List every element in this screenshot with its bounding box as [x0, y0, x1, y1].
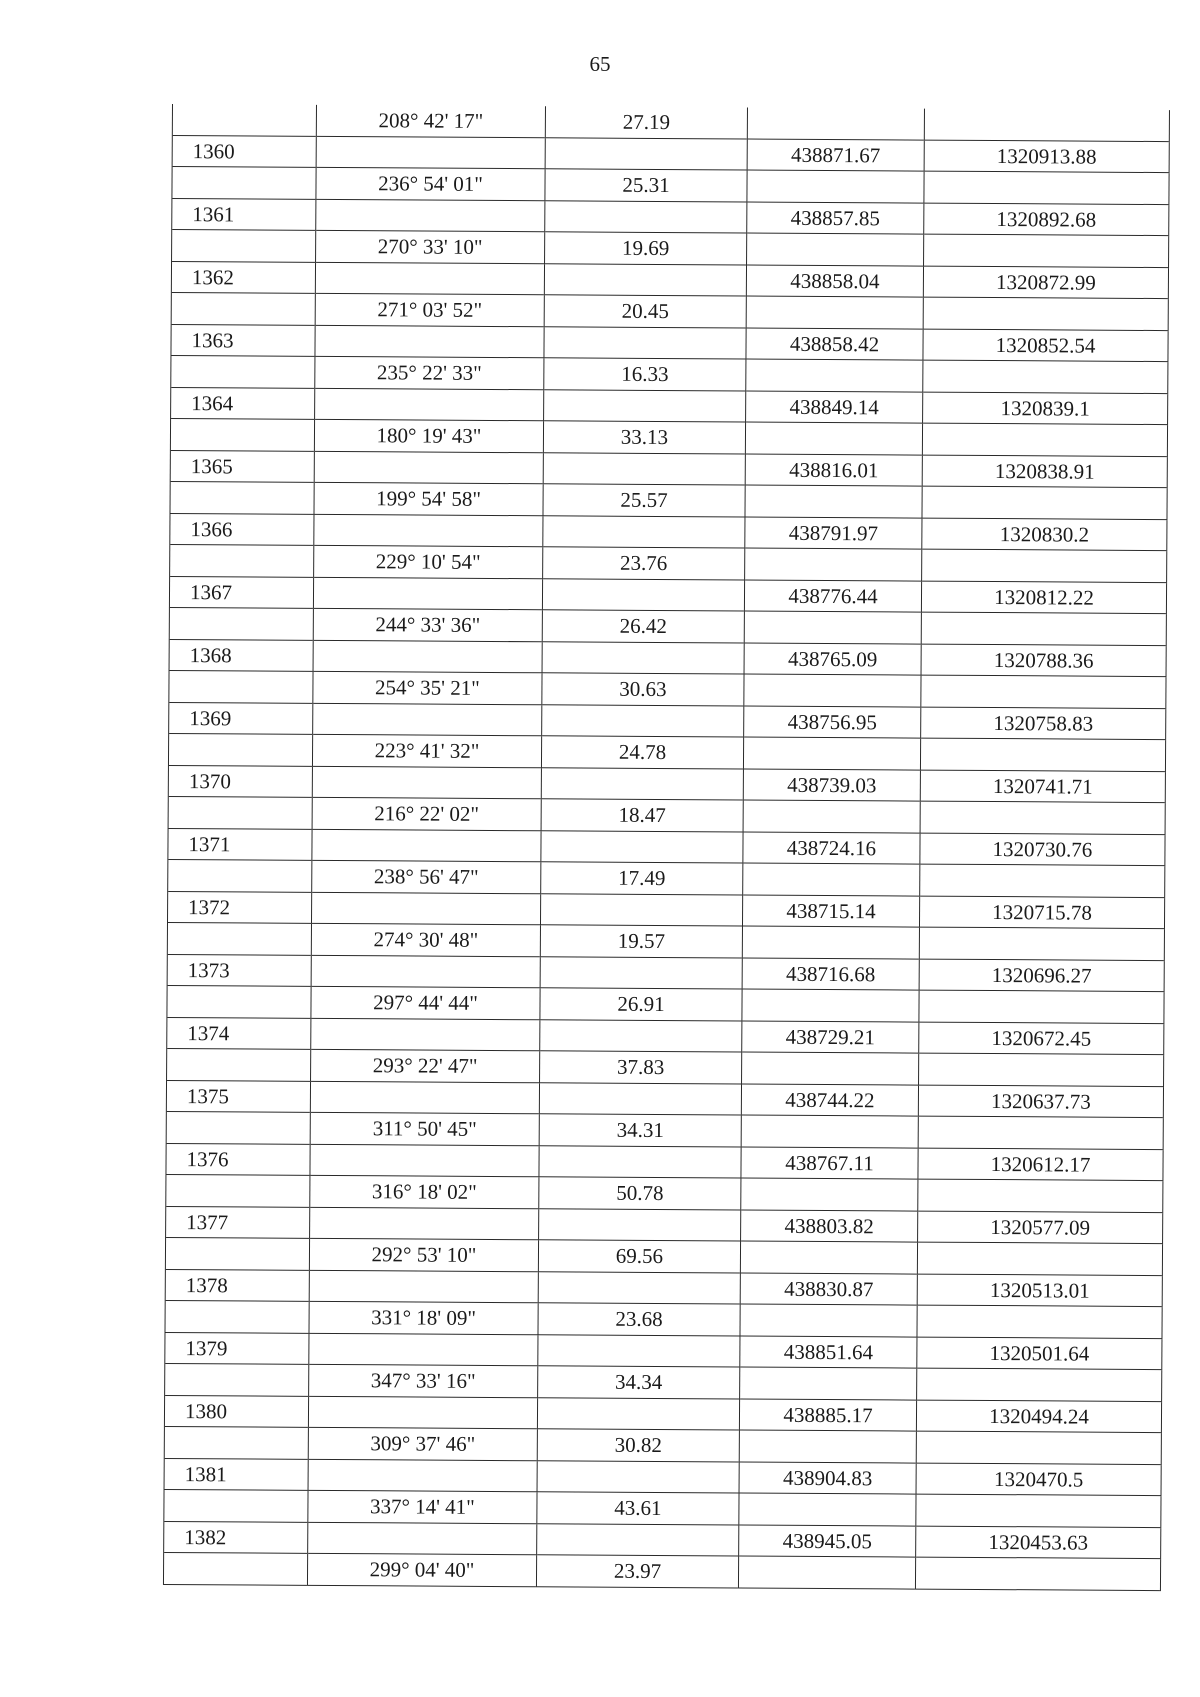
- bearing-cell: [312, 766, 541, 799]
- bearing-cell: [310, 1081, 539, 1114]
- point-cell: 1372: [168, 891, 312, 923]
- distance-cell: 33.13: [543, 421, 745, 454]
- distance-cell: [541, 767, 743, 800]
- bearing-cell: 254° 35' 21": [313, 671, 542, 704]
- bearing-cell: [311, 892, 540, 925]
- bearing-cell: [312, 829, 541, 862]
- northing-cell: [746, 359, 923, 392]
- easting-cell: 1320913.88: [924, 140, 1169, 173]
- bearing-cell: 316° 18' 02": [310, 1175, 539, 1208]
- point-cell: [165, 1363, 309, 1395]
- bearing-cell: [309, 1333, 538, 1366]
- easting-cell: [917, 1368, 1162, 1401]
- northing-cell: 438871.67: [747, 139, 924, 172]
- distance-cell: [540, 893, 742, 926]
- northing-cell: 438857.85: [747, 202, 924, 235]
- northing-cell: 438756.95: [744, 706, 921, 739]
- northing-cell: [742, 926, 919, 959]
- easting-cell: 1320501.64: [917, 1337, 1162, 1370]
- bearing-cell: [314, 514, 543, 547]
- northing-cell: 438729.21: [742, 1020, 919, 1053]
- point-cell: 1363: [171, 324, 315, 356]
- bearing-cell: [308, 1522, 537, 1555]
- point-cell: 1381: [164, 1458, 308, 1490]
- bearing-cell: 208° 42' 17": [316, 105, 545, 137]
- easting-cell: 1320494.24: [916, 1400, 1161, 1433]
- point-cell: [171, 355, 315, 387]
- northing-cell: 438767.11: [741, 1146, 918, 1179]
- distance-cell: 25.57: [543, 484, 745, 517]
- easting-cell: 1320470.5: [916, 1463, 1161, 1496]
- distance-cell: 34.31: [539, 1114, 741, 1147]
- distance-cell: [539, 1082, 741, 1115]
- northing-cell: 438945.05: [739, 1524, 916, 1557]
- easting-cell: 1320730.76: [920, 833, 1165, 866]
- northing-cell: 438803.82: [741, 1209, 918, 1242]
- easting-cell: [915, 1557, 1160, 1590]
- bearing-cell: [316, 136, 545, 169]
- easting-cell: [919, 1053, 1164, 1086]
- bearing-cell: 337° 14' 41": [308, 1490, 537, 1523]
- easting-cell: [918, 1116, 1163, 1149]
- bearing-cell: [310, 1144, 539, 1177]
- bearing-cell: 292° 53' 10": [309, 1238, 538, 1271]
- easting-cell: [919, 990, 1164, 1023]
- distance-cell: 26.42: [542, 610, 744, 643]
- point-cell: [168, 796, 312, 828]
- northing-cell: 438885.17: [739, 1398, 916, 1431]
- bearing-cell: [308, 1396, 537, 1429]
- easting-cell: 1320672.45: [919, 1022, 1164, 1055]
- bearing-cell: [311, 955, 540, 988]
- northing-cell: [745, 485, 922, 518]
- point-cell: [165, 1237, 309, 1269]
- bearing-cell: 309° 37' 46": [308, 1427, 537, 1460]
- point-cell: 1360: [172, 135, 316, 167]
- easting-cell: [921, 675, 1166, 708]
- point-cell: [167, 922, 311, 954]
- northing-cell: [741, 1178, 918, 1211]
- northing-cell: [742, 1052, 919, 1085]
- distance-cell: 69.56: [538, 1240, 740, 1273]
- bearing-cell: [311, 1018, 540, 1051]
- distance-cell: 26.91: [540, 988, 742, 1021]
- easting-cell: 1320838.91: [922, 455, 1167, 488]
- bearing-cell: 297° 44' 44": [311, 986, 540, 1019]
- distance-cell: [543, 452, 745, 485]
- bearing-cell: [308, 1459, 537, 1492]
- northing-cell: [743, 800, 920, 833]
- distance-cell: 19.57: [540, 925, 742, 958]
- easting-cell: 1320892.68: [924, 203, 1169, 236]
- bearing-cell: [309, 1270, 538, 1303]
- northing-cell: 438904.83: [739, 1461, 916, 1494]
- bearing-cell: [315, 262, 544, 295]
- easting-cell: 1320696.27: [919, 959, 1164, 992]
- bearing-cell: 236° 54' 01": [316, 167, 545, 200]
- point-cell: [166, 1174, 310, 1206]
- easting-cell: [916, 1431, 1161, 1464]
- easting-cell: [922, 549, 1167, 582]
- bearing-cell: [313, 577, 542, 610]
- easting-cell: [920, 864, 1165, 897]
- bearing-cell: 229° 10' 54": [314, 545, 543, 578]
- distance-cell: [542, 641, 744, 674]
- easting-cell: [919, 927, 1164, 960]
- easting-cell: 1320839.1: [923, 392, 1168, 425]
- distance-cell: [543, 515, 745, 548]
- point-cell: [170, 418, 314, 450]
- bearing-cell: 235° 22' 33": [315, 356, 544, 389]
- table-row-segment: [163, 1552, 1160, 1590]
- point-cell: 1374: [167, 1017, 311, 1049]
- easting-cell: [920, 801, 1165, 834]
- distance-cell: 18.47: [541, 799, 743, 832]
- point-cell: 1379: [165, 1332, 309, 1364]
- easting-cell: 1320513.01: [917, 1274, 1162, 1307]
- northing-cell: 438858.04: [746, 265, 923, 298]
- northing-cell: [744, 674, 921, 707]
- point-cell: 1382: [164, 1521, 308, 1553]
- northing-cell: 438791.97: [745, 517, 922, 550]
- northing-cell: [739, 1430, 916, 1463]
- point-cell: 1380: [164, 1395, 308, 1427]
- distance-cell: [537, 1523, 739, 1556]
- distance-cell: [539, 1145, 741, 1178]
- point-cell: [168, 733, 312, 765]
- bearing-cell: [315, 388, 544, 421]
- point-cell: [172, 167, 316, 199]
- distance-cell: [544, 263, 746, 296]
- northing-cell: 438858.42: [746, 328, 923, 361]
- bearing-cell: 311° 50' 45": [310, 1112, 539, 1145]
- point-cell: 1370: [168, 765, 312, 797]
- northing-cell: [739, 1493, 916, 1526]
- distance-cell: 50.78: [539, 1177, 741, 1210]
- distance-cell: 30.82: [537, 1429, 739, 1462]
- northing-cell: 438744.22: [741, 1083, 918, 1116]
- northing-cell: 438765.09: [744, 643, 921, 676]
- distance-cell: [538, 1334, 740, 1367]
- point-cell: [172, 230, 316, 262]
- point-cell: [170, 544, 314, 576]
- bearing-cell: 244° 33' 36": [313, 608, 542, 641]
- bearing-cell: [310, 1207, 539, 1240]
- easting-cell: [924, 234, 1169, 267]
- easting-cell: 1320637.73: [918, 1085, 1163, 1118]
- northing-cell: [740, 1304, 917, 1337]
- distance-cell: [544, 389, 746, 422]
- bearing-cell: [313, 640, 542, 673]
- easting-cell: 1320872.99: [923, 266, 1168, 299]
- northing-cell: [741, 1115, 918, 1148]
- point-cell: 1368: [169, 639, 313, 671]
- easting-cell: [921, 612, 1166, 645]
- northing-cell: 438830.87: [740, 1272, 917, 1305]
- easting-cell: [923, 297, 1168, 330]
- easting-cell: [922, 486, 1167, 519]
- point-cell: 1361: [172, 198, 316, 230]
- easting-cell: 1320612.17: [918, 1148, 1163, 1181]
- distance-cell: 19.69: [545, 232, 747, 265]
- northing-cell: 438851.64: [740, 1335, 917, 1368]
- bearing-cell: [316, 199, 545, 232]
- distance-cell: 16.33: [544, 358, 746, 391]
- easting-cell: 1320852.54: [923, 329, 1168, 362]
- bearing-cell: 180° 19' 43": [314, 419, 543, 452]
- distance-cell: [545, 200, 747, 233]
- easting-cell: 1320577.09: [918, 1211, 1163, 1244]
- distance-cell: [540, 1019, 742, 1052]
- distance-cell: [537, 1397, 739, 1430]
- point-cell: 1376: [166, 1143, 310, 1175]
- northing-cell: 438816.01: [745, 454, 922, 487]
- distance-cell: 23.97: [536, 1555, 738, 1588]
- distance-cell: 27.19: [545, 106, 747, 138]
- distance-cell: 34.34: [538, 1366, 740, 1399]
- northing-cell: [742, 989, 919, 1022]
- point-cell: [165, 1300, 309, 1332]
- bearing-cell: 271° 03' 52": [315, 293, 544, 326]
- easting-cell: [924, 171, 1169, 204]
- table-body: [163, 104, 1169, 1590]
- distance-cell: [540, 956, 742, 989]
- easting-cell: 1320758.83: [921, 707, 1166, 740]
- bearing-cell: 299° 04' 40": [307, 1553, 536, 1586]
- point-cell: [169, 670, 313, 702]
- distance-cell: 25.31: [545, 169, 747, 202]
- distance-cell: [542, 578, 744, 611]
- northing-cell: 438724.16: [743, 832, 920, 865]
- easting-cell: [922, 423, 1167, 456]
- distance-cell: [539, 1208, 741, 1241]
- easting-cell: 1320788.36: [921, 644, 1166, 677]
- distance-cell: 20.45: [544, 295, 746, 328]
- point-cell: 1362: [171, 261, 315, 293]
- distance-cell: 30.63: [542, 673, 744, 706]
- distance-cell: 23.76: [543, 547, 745, 580]
- northing-cell: [745, 548, 922, 581]
- northing-cell: [745, 422, 922, 455]
- bearing-cell: 238° 56' 47": [312, 860, 541, 893]
- point-cell: [166, 1111, 310, 1143]
- distance-cell: [541, 830, 743, 863]
- distance-cell: [538, 1271, 740, 1304]
- easting-cell: [917, 1242, 1162, 1275]
- northing-cell: 438776.44: [744, 580, 921, 613]
- point-cell: [170, 481, 314, 513]
- point-cell: 1371: [168, 828, 312, 860]
- survey-coordinates-table: [163, 104, 1170, 1591]
- northing-cell: [747, 170, 924, 203]
- point-cell: 1373: [167, 954, 311, 986]
- point-cell: 1377: [166, 1206, 310, 1238]
- distance-cell: [545, 137, 747, 170]
- distance-cell: 24.78: [541, 736, 743, 769]
- point-cell: [164, 1426, 308, 1458]
- page-number: 65: [589, 52, 611, 76]
- bearing-cell: 347° 33' 16": [309, 1364, 538, 1397]
- bearing-cell: 216° 22' 02": [312, 797, 541, 830]
- bearing-cell: 270° 33' 10": [316, 230, 545, 263]
- easting-cell: [918, 1179, 1163, 1212]
- northing-cell: [740, 1367, 917, 1400]
- northing-cell: 438715.14: [742, 895, 919, 928]
- northing-cell: 438849.14: [746, 391, 923, 424]
- northing-cell: [740, 1241, 917, 1274]
- easting-cell: [924, 109, 1169, 141]
- point-cell: 1366: [170, 513, 314, 545]
- bearing-cell: 274° 30' 48": [311, 923, 540, 956]
- bearing-cell: 331° 18' 09": [309, 1301, 538, 1334]
- easting-cell: [920, 738, 1165, 771]
- point-cell: [168, 859, 312, 891]
- point-cell: [169, 607, 313, 639]
- easting-cell: 1320741.71: [920, 770, 1165, 803]
- northing-cell: [743, 737, 920, 770]
- northing-cell: [738, 1556, 915, 1589]
- easting-cell: 1320715.78: [919, 896, 1164, 929]
- point-cell: [172, 104, 316, 136]
- easting-cell: [923, 360, 1168, 393]
- distance-cell: [542, 704, 744, 737]
- northing-cell: [744, 611, 921, 644]
- northing-cell: [747, 108, 924, 140]
- point-cell: 1364: [171, 387, 315, 419]
- northing-cell: [743, 863, 920, 896]
- point-cell: [163, 1552, 307, 1584]
- easting-cell: 1320830.2: [922, 518, 1167, 551]
- easting-cell: 1320812.22: [921, 581, 1166, 614]
- distance-cell: 43.61: [537, 1492, 739, 1525]
- easting-cell: [916, 1494, 1161, 1527]
- bearing-cell: 223° 41' 32": [312, 734, 541, 767]
- bearing-cell: 199° 54' 58": [314, 482, 543, 515]
- point-cell: 1378: [165, 1269, 309, 1301]
- point-cell: [167, 1048, 311, 1080]
- point-cell: 1375: [166, 1080, 310, 1112]
- easting-cell: [917, 1305, 1162, 1338]
- northing-cell: [747, 233, 924, 266]
- bearing-cell: [314, 451, 543, 484]
- point-cell: [171, 292, 315, 324]
- point-cell: [167, 985, 311, 1017]
- northing-cell: [746, 296, 923, 329]
- northing-cell: 438739.03: [743, 769, 920, 802]
- distance-cell: [537, 1460, 739, 1493]
- distance-cell: 37.83: [540, 1051, 742, 1084]
- bearing-cell: [313, 703, 542, 736]
- point-cell: 1369: [169, 702, 313, 734]
- point-cell: 1367: [169, 576, 313, 608]
- point-cell: [164, 1489, 308, 1521]
- distance-cell: 17.49: [541, 862, 743, 895]
- point-cell: 1365: [170, 450, 314, 482]
- easting-cell: 1320453.63: [916, 1526, 1161, 1559]
- bearing-cell: [315, 325, 544, 358]
- distance-cell: [544, 326, 746, 359]
- distance-cell: 23.68: [538, 1303, 740, 1336]
- northing-cell: 438716.68: [742, 957, 919, 990]
- bearing-cell: 293° 22' 47": [311, 1049, 540, 1082]
